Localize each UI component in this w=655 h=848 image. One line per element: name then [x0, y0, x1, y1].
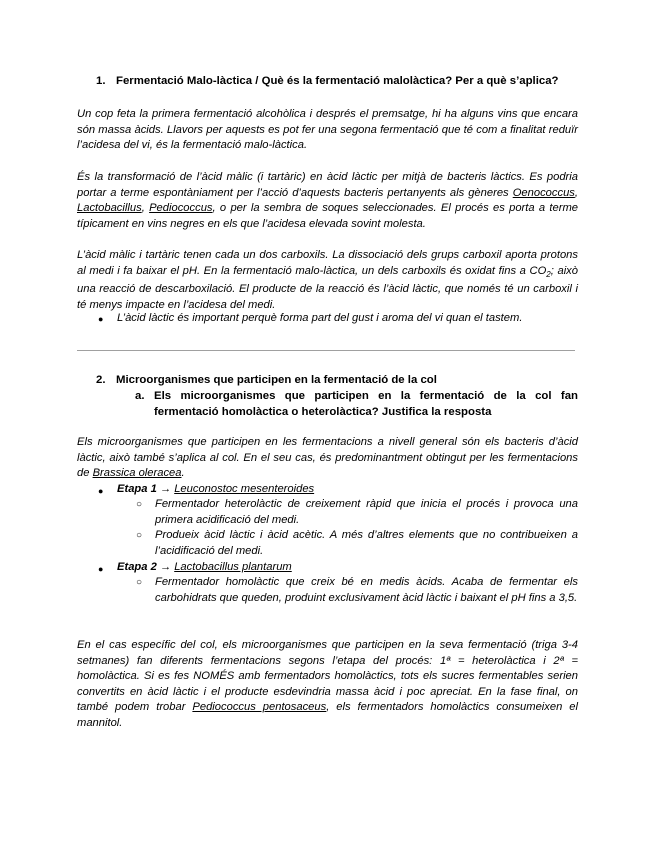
genus-oenococcus: Oenococcus — [512, 186, 575, 199]
section2-title: Microorganismes que participen en la fermentació de la col — [116, 374, 437, 386]
species-pediococcus-pentosaceus: Pediococcus pentosaceus — [192, 701, 327, 714]
arrow-icon: → — [156, 561, 175, 573]
section1-paragraph-1: Un cop feta la primera fermentació alcohòlica i després el premsatge, hi ha alguns vins que encara són massa àcids. Llavors per aquests es pot fer una segona fermentació que té com a finalitat reduïr l’acidesa del vi, és la fermentació malo-làctica. — [77, 108, 578, 152]
etapa1-organism: Leuconostoc mesenteroides — [174, 483, 315, 495]
etapa1-label: Etapa 1 — [117, 483, 157, 495]
etapa2-line — [117, 560, 292, 576]
etapa2-label: Etapa 2 — [117, 561, 157, 573]
s2p1-text-a: Els microorganismes que participen en les fermentacions a nivell general són els bacteris d’àcid làctic, això també s’aplica al col. En el seu cas, és predominantment obtingut per les fermentacions de — [77, 436, 578, 480]
etapa2-organism: Lactobacillus plantarum — [174, 561, 292, 573]
etapa1-item: Fermentador heterolàctic de creixement ràpid que inicia el procés i provoca una primera acidificació del medi. — [155, 498, 578, 526]
circle-bullet-icon: ○ — [136, 577, 143, 588]
bullet-icon: ● — [98, 314, 104, 324]
circle-bullet-icon: ○ — [136, 530, 143, 541]
etapa1-item: Produeix àcid làctic i àcid acètic. A més d’altres elements que no contribueixen a l’acidificació del medi. — [155, 529, 578, 557]
section1-title: Fermentació Malo-làctica / Què és la fermentació malolàctica? Per a què s’aplica? — [116, 75, 559, 87]
section1-number: 1. — [96, 75, 106, 87]
bullet-icon: ● — [98, 486, 104, 496]
section1-heading — [96, 75, 559, 87]
section2-subheading — [137, 389, 578, 420]
species-brassica: Brassica oleracea — [92, 467, 182, 480]
p2-text-b: , o per la sembra de soques seleccionades. El procés es porta a terme típicament en vins negres en els que l’acidesa elevada sovint molesta. — [77, 202, 579, 230]
genus-pediococcus: Pediococcus — [149, 202, 213, 215]
section1-bullet: L’àcid làctic és important perquè forma part del gust i aroma del vi quan el tastem. — [117, 312, 523, 324]
p2-text-a: És la transformació de l’àcid màlic (i tartàric) en àcid làctic per mitjà de bacteris làctics. Es podria portar a terme espontàniament per l’acció d’aquests bacteris pertanyents als gèneres — [77, 171, 578, 199]
sep2: , — [141, 202, 150, 215]
p3-text-b: ; això una reacció de descarboxilació. El producte de la reacció és l’àcid làctic, que només té un carboxil i té menys impacte en l’acidesa del medi. — [77, 264, 578, 312]
p3-text-a: L’àcid màlic i tartàric tenen cada un dos carboxils. La dissociació dels grups carboxil aporta protons al medi i fa baixar el pH. En la fermentació malo-làctica, un dels carboxils és oxidat fins a CO — [77, 249, 578, 277]
etapa2-item: Fermentador homolàctic que creix bé en medis àcids. Acaba de fermentar els carbohidrats que queden, produint exclusivament àcid làctic i baixant el pH fins a 3,5. — [155, 576, 578, 604]
section2-paragraph-1 — [77, 435, 578, 482]
etapa1-line — [117, 482, 314, 498]
section2-paragraph-2 — [77, 638, 578, 732]
section2-number: 2. — [96, 374, 106, 386]
subheading-letter: a. — [135, 390, 145, 402]
circle-bullet-icon: ○ — [136, 499, 143, 510]
section1-paragraph-3 — [77, 248, 578, 314]
genus-lactobacillus: Lactobacillus — [77, 202, 142, 215]
co2-subscript: 2 — [546, 269, 551, 279]
section1-paragraph-2 — [77, 170, 578, 232]
arrow-icon: → — [156, 483, 175, 495]
horizontal-divider — [77, 350, 575, 351]
subheading-text: Els microorganismes que participen en la fermentació de la col fan fermentació homolàctica o heterolàctica? Justifica la resposta — [154, 390, 578, 418]
bullet-icon: ● — [98, 564, 104, 574]
sep1: , — [574, 186, 578, 199]
s2p1-text-b: . — [181, 467, 185, 480]
section2-heading — [96, 374, 437, 386]
s2p2-text-a: En el cas específic del col, els microorganismes que participen en la seva fermentació (triga 3-4 setmanes) fan diferents fermentacions segons l’etapa del procés: 1ª = heterolàctica i 2ª = homolàctica. Si es fes NOMÉS amb fermentadors homolàctics, tots els sucres fermentables serien convertits en àcid làctic i el producte esdevindria massa àcid i poc apreciat. En la fase final, on també podem trobar — [77, 639, 578, 714]
s2p2-text-b: , els fermentadors homolàctics consumeixen el mannitol. — [77, 701, 578, 729]
